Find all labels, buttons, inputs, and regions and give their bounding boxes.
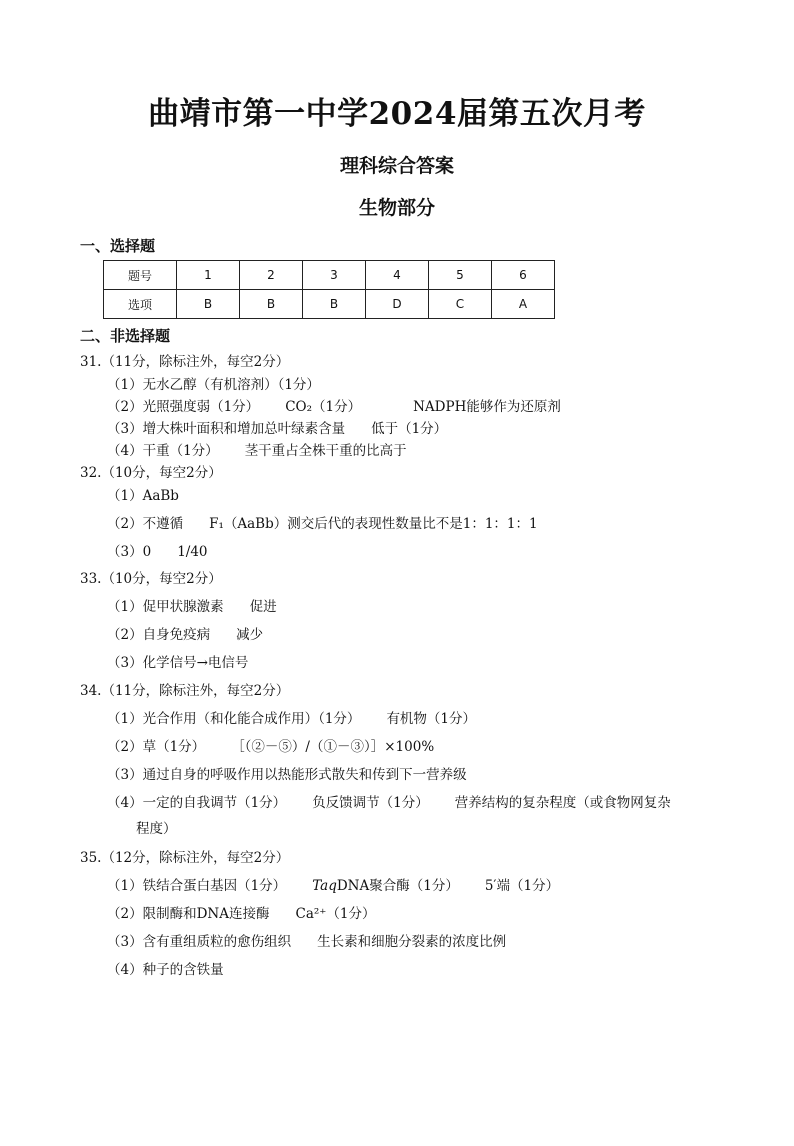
- q33-answer-2: [107, 623, 263, 643]
- answer-part: （3）增大株叶面积和增加总叶绿素含量: [107, 421, 346, 437]
- q34-answer-2: [107, 735, 434, 755]
- table-cell: 2: [240, 261, 303, 290]
- answer-part: 有机物（1分）: [386, 711, 477, 727]
- answer-part: NADPH能够作为还原剂: [413, 399, 561, 415]
- answer-part: （2）限制酶和DNA连接酶: [107, 906, 270, 922]
- answer-part: （4）一定的自我调节（1分）: [107, 795, 287, 811]
- answer-part: CO₂（1分）: [285, 399, 362, 415]
- answer-part: （3）含有重组质粒的愈伤组织: [107, 934, 292, 950]
- answer-part: （2）草（1分）: [107, 739, 206, 755]
- table-cell: B: [177, 290, 240, 319]
- part-title: 生物部分: [358, 197, 435, 219]
- q34-answer-1: [107, 707, 476, 727]
- table-cell: 4: [366, 261, 429, 290]
- page-title: 曲靖市第一中学2024届第五次月考: [148, 96, 646, 132]
- q31-answer-3: [107, 417, 447, 437]
- table-row: [104, 290, 555, 319]
- q35-answer-2: [107, 902, 376, 922]
- q35-answer-3: [107, 930, 506, 950]
- page-subtitle: 理科综合答案: [339, 155, 454, 177]
- q34-answer-4-cont: 程度）: [136, 821, 177, 837]
- q31-answer-2: [107, 395, 561, 415]
- answer-part: （4）干重（1分）: [107, 443, 219, 459]
- answer-part: 负反馈调节（1分）: [312, 795, 429, 811]
- answer-part: （2）自身免疫病: [107, 627, 211, 643]
- answer-part: 生长素和细胞分裂素的浓度比例: [317, 934, 507, 950]
- q31-answer-1: （1）无水乙醇（有机溶剂）（1分）: [107, 377, 320, 393]
- q32-heading: 32.（10分，每空2分）: [80, 465, 222, 481]
- section-heading-choice: 一、选择题: [80, 237, 156, 255]
- table-cell: B: [240, 290, 303, 319]
- q32-answer-3: [107, 540, 208, 560]
- q31-heading: 31.（11分，除标注外，每空2分）: [80, 354, 290, 370]
- table-cell: 6: [492, 261, 555, 290]
- table-cell: 1: [177, 261, 240, 290]
- answer-part: ［（②－⑤）/（①－③）］×100%: [231, 739, 435, 755]
- section-heading-nonchoice: 二、非选择题: [80, 327, 171, 345]
- table-cell: 3: [303, 261, 366, 290]
- answer-part: （1）促甲状腺激素: [107, 599, 224, 615]
- answer-part: 营养结构的复杂程度（或食物网复杂: [454, 795, 671, 811]
- table-row: [104, 261, 555, 290]
- table-cell: 选项: [104, 290, 177, 319]
- q33-answer-1: [107, 595, 277, 615]
- answer-table: [103, 260, 555, 319]
- q34-answer-3: （3）通过自身的呼吸作用以热能形式散失和传到下一营养级: [107, 767, 467, 783]
- answer-part: F₁（AaBb）测交后代的表现性数量比不是1：1：1：1: [209, 516, 538, 532]
- answer-part: （1）铁结合蛋白基因（1分）: [107, 878, 287, 894]
- table-cell: 题号: [104, 261, 177, 290]
- answer-part-italic: Taq: [312, 878, 337, 894]
- answer-part: 1/40: [177, 544, 208, 560]
- answer-part: （2）不遵循: [107, 516, 184, 532]
- answer-part: 茎干重占全株干重的比高于: [244, 443, 407, 459]
- table-cell: D: [366, 290, 429, 319]
- table-cell: C: [429, 290, 492, 319]
- answer-part: 促进: [249, 599, 277, 615]
- q35-heading: 35.（12分，除标注外，每空2分）: [80, 850, 290, 866]
- answer-part: 减少: [236, 627, 264, 643]
- table-cell: A: [492, 290, 555, 319]
- answer-part: 低于（1分）: [371, 421, 448, 437]
- q32-answer-2: [107, 512, 538, 532]
- answer-part: DNA聚合酶（1分）: [336, 878, 459, 894]
- q32-answer-1: （1）AaBb: [107, 488, 179, 504]
- q34-answer-4: [107, 791, 671, 811]
- q34-heading: 34.（11分，除标注外，每空2分）: [80, 683, 290, 699]
- answer-part: （3）0: [107, 544, 152, 560]
- answer-part: 5′端（1分）: [484, 878, 560, 894]
- table-cell: 5: [429, 261, 492, 290]
- answer-part: （1）光合作用（和化能合成作用）（1分）: [107, 711, 361, 727]
- q35-answer-4: （4）种子的含铁量: [107, 962, 224, 978]
- table-cell: B: [303, 290, 366, 319]
- q31-answer-4: [107, 439, 407, 459]
- q33-heading: 33.（10分，每空2分）: [80, 571, 222, 587]
- answer-part: （2）光照强度弱（1分）: [107, 399, 260, 415]
- q35-answer-1: [107, 874, 559, 894]
- answer-part: Ca²⁺（1分）: [295, 906, 376, 922]
- q33-answer-3: （3）化学信号→电信号: [107, 655, 249, 671]
